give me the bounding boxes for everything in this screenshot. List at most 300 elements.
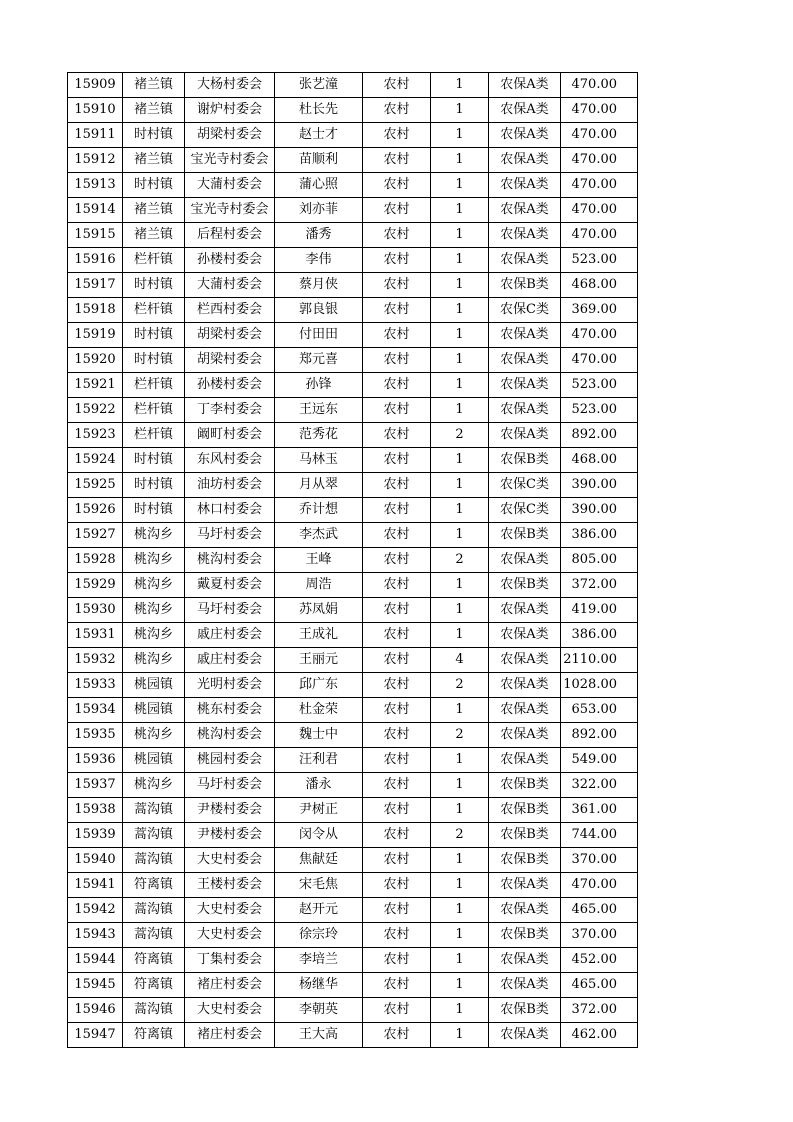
- cell-name: 王远东: [275, 398, 363, 423]
- cell-name: 李培兰: [275, 948, 363, 973]
- cell-name: 李杰武: [275, 523, 363, 548]
- cell-amount: 1028.00: [561, 673, 638, 698]
- cell-village: 栏西村委会: [185, 298, 275, 323]
- cell-type: 农村: [363, 723, 431, 748]
- cell-seq: 15935: [68, 723, 123, 748]
- cell-name: 潘永: [275, 773, 363, 798]
- cell-name: 汪利君: [275, 748, 363, 773]
- cell-type: 农村: [363, 273, 431, 298]
- cell-name: 魏士中: [275, 723, 363, 748]
- cell-category: 农保B类: [489, 273, 561, 298]
- cell-category: 农保A类: [489, 1023, 561, 1048]
- cell-type: 农村: [363, 423, 431, 448]
- cell-seq: 15937: [68, 773, 123, 798]
- cell-amount: 470.00: [561, 98, 638, 123]
- cell-category: 农保A类: [489, 673, 561, 698]
- table-row: [68, 748, 638, 773]
- cell-name: 焦献廷: [275, 848, 363, 873]
- cell-town: 褚兰镇: [123, 198, 185, 223]
- cell-village: 尹楼村委会: [185, 823, 275, 848]
- cell-town: 符离镇: [123, 948, 185, 973]
- cell-category: 农保A类: [489, 123, 561, 148]
- cell-name: 郭良银: [275, 298, 363, 323]
- cell-town: 褚兰镇: [123, 223, 185, 248]
- cell-seq: 15932: [68, 648, 123, 673]
- cell-count: 1: [431, 773, 489, 798]
- cell-name: 潘秀: [275, 223, 363, 248]
- cell-count: 1: [431, 748, 489, 773]
- cell-count: 1: [431, 798, 489, 823]
- table-row: [68, 798, 638, 823]
- cell-count: 1: [431, 148, 489, 173]
- cell-seq: 15926: [68, 498, 123, 523]
- cell-type: 农村: [363, 173, 431, 198]
- cell-name: 邱广东: [275, 673, 363, 698]
- cell-type: 农村: [363, 923, 431, 948]
- cell-village: 宝光寺村委会: [185, 198, 275, 223]
- cell-seq: 15916: [68, 248, 123, 273]
- cell-count: 1: [431, 73, 489, 98]
- table-row: [68, 773, 638, 798]
- table-row: [68, 473, 638, 498]
- cell-town: 蒿沟镇: [123, 998, 185, 1023]
- cell-type: 农村: [363, 573, 431, 598]
- cell-amount: 372.00: [561, 998, 638, 1023]
- cell-type: 农村: [363, 323, 431, 348]
- cell-name: 孙锋: [275, 373, 363, 398]
- cell-category: 农保A类: [489, 898, 561, 923]
- table-row: [68, 173, 638, 198]
- cell-type: 农村: [363, 548, 431, 573]
- cell-name: 蔡月侠: [275, 273, 363, 298]
- cell-category: 农保A类: [489, 248, 561, 273]
- cell-village: 王楼村委会: [185, 873, 275, 898]
- cell-type: 农村: [363, 873, 431, 898]
- cell-amount: 805.00: [561, 548, 638, 573]
- cell-town: 褚兰镇: [123, 148, 185, 173]
- cell-village: 桃沟村委会: [185, 723, 275, 748]
- cell-name: 王大高: [275, 1023, 363, 1048]
- cell-name: 蒲心照: [275, 173, 363, 198]
- cell-type: 农村: [363, 148, 431, 173]
- cell-town: 桃沟乡: [123, 573, 185, 598]
- cell-village: 大蒲村委会: [185, 173, 275, 198]
- cell-name: 尹树正: [275, 798, 363, 823]
- cell-amount: 386.00: [561, 623, 638, 648]
- table-body: [68, 73, 638, 1048]
- cell-village: 大史村委会: [185, 998, 275, 1023]
- cell-type: 农村: [363, 948, 431, 973]
- cell-village: 胡梁村委会: [185, 123, 275, 148]
- cell-seq: 15930: [68, 598, 123, 623]
- cell-seq: 15909: [68, 73, 123, 98]
- cell-town: 蒿沟镇: [123, 923, 185, 948]
- cell-type: 农村: [363, 698, 431, 723]
- cell-count: 1: [431, 573, 489, 598]
- cell-count: 1: [431, 498, 489, 523]
- cell-amount: 892.00: [561, 423, 638, 448]
- table-row: [68, 1023, 638, 1048]
- cell-amount: 386.00: [561, 523, 638, 548]
- cell-name: 宋毛焦: [275, 873, 363, 898]
- cell-seq: 15917: [68, 273, 123, 298]
- cell-amount: 468.00: [561, 273, 638, 298]
- cell-amount: 370.00: [561, 923, 638, 948]
- cell-amount: 2110.00: [561, 648, 638, 673]
- cell-category: 农保A类: [489, 173, 561, 198]
- cell-village: 阚町村委会: [185, 423, 275, 448]
- table-row: [68, 373, 638, 398]
- cell-count: 1: [431, 398, 489, 423]
- table-row: [68, 698, 638, 723]
- cell-count: 1: [431, 973, 489, 998]
- cell-amount: 322.00: [561, 773, 638, 798]
- cell-amount: 470.00: [561, 348, 638, 373]
- cell-category: 农保C类: [489, 473, 561, 498]
- table-row: [68, 198, 638, 223]
- table-row: [68, 648, 638, 673]
- cell-type: 农村: [363, 748, 431, 773]
- cell-town: 桃沟乡: [123, 723, 185, 748]
- cell-count: 1: [431, 173, 489, 198]
- cell-seq: 15931: [68, 623, 123, 648]
- cell-count: 2: [431, 673, 489, 698]
- cell-type: 农村: [363, 823, 431, 848]
- cell-amount: 465.00: [561, 898, 638, 923]
- cell-seq: 15939: [68, 823, 123, 848]
- cell-category: 农保A类: [489, 398, 561, 423]
- cell-amount: 470.00: [561, 148, 638, 173]
- cell-amount: 470.00: [561, 873, 638, 898]
- cell-name: 郑元喜: [275, 348, 363, 373]
- cell-town: 蒿沟镇: [123, 848, 185, 873]
- cell-category: 农保B类: [489, 923, 561, 948]
- cell-category: 农保A类: [489, 623, 561, 648]
- cell-town: 蒿沟镇: [123, 798, 185, 823]
- cell-village: 胡梁村委会: [185, 323, 275, 348]
- table-row: [68, 398, 638, 423]
- cell-village: 丁李村委会: [185, 398, 275, 423]
- cell-seq: 15940: [68, 848, 123, 873]
- table-row: [68, 298, 638, 323]
- cell-seq: 15915: [68, 223, 123, 248]
- cell-seq: 15918: [68, 298, 123, 323]
- cell-name: 李伟: [275, 248, 363, 273]
- cell-type: 农村: [363, 448, 431, 473]
- cell-seq: 15946: [68, 998, 123, 1023]
- cell-name: 赵开元: [275, 898, 363, 923]
- cell-seq: 15922: [68, 398, 123, 423]
- table-row: [68, 823, 638, 848]
- cell-type: 农村: [363, 373, 431, 398]
- table-row: [68, 273, 638, 298]
- cell-town: 时村镇: [123, 348, 185, 373]
- cell-village: 大史村委会: [185, 923, 275, 948]
- cell-category: 农保C类: [489, 298, 561, 323]
- cell-town: 符离镇: [123, 1023, 185, 1048]
- cell-seq: 15910: [68, 98, 123, 123]
- cell-village: 桃东村委会: [185, 698, 275, 723]
- cell-amount: 523.00: [561, 398, 638, 423]
- cell-type: 农村: [363, 798, 431, 823]
- cell-count: 1: [431, 948, 489, 973]
- table-row: [68, 448, 638, 473]
- cell-town: 时村镇: [123, 273, 185, 298]
- cell-town: 桃沟乡: [123, 523, 185, 548]
- table-row: [68, 598, 638, 623]
- cell-amount: 523.00: [561, 248, 638, 273]
- table-row: [68, 848, 638, 873]
- cell-count: 1: [431, 923, 489, 948]
- table-row: [68, 573, 638, 598]
- cell-count: 1: [431, 998, 489, 1023]
- cell-seq: 15938: [68, 798, 123, 823]
- cell-town: 褚兰镇: [123, 73, 185, 98]
- cell-count: 1: [431, 348, 489, 373]
- table-row: [68, 923, 638, 948]
- cell-count: 1: [431, 123, 489, 148]
- cell-count: 1: [431, 373, 489, 398]
- cell-seq: 15923: [68, 423, 123, 448]
- cell-amount: 470.00: [561, 223, 638, 248]
- cell-town: 时村镇: [123, 448, 185, 473]
- cell-town: 桃沟乡: [123, 648, 185, 673]
- cell-count: 1: [431, 198, 489, 223]
- cell-count: 2: [431, 423, 489, 448]
- cell-category: 农保B类: [489, 798, 561, 823]
- cell-count: 1: [431, 273, 489, 298]
- cell-seq: 15945: [68, 973, 123, 998]
- table-row: [68, 98, 638, 123]
- cell-category: 农保A类: [489, 423, 561, 448]
- cell-count: 2: [431, 723, 489, 748]
- cell-village: 油坊村委会: [185, 473, 275, 498]
- cell-count: 1: [431, 448, 489, 473]
- cell-name: 王成礼: [275, 623, 363, 648]
- cell-name: 马林玉: [275, 448, 363, 473]
- cell-village: 胡梁村委会: [185, 348, 275, 373]
- table-row: [68, 348, 638, 373]
- cell-amount: 390.00: [561, 498, 638, 523]
- cell-name: 杜长先: [275, 98, 363, 123]
- cell-town: 符离镇: [123, 973, 185, 998]
- cell-town: 时村镇: [123, 123, 185, 148]
- cell-village: 孙楼村委会: [185, 248, 275, 273]
- cell-count: 1: [431, 223, 489, 248]
- cell-amount: 468.00: [561, 448, 638, 473]
- cell-count: 1: [431, 98, 489, 123]
- cell-town: 桃沟乡: [123, 623, 185, 648]
- data-table-container: [67, 72, 637, 1048]
- cell-village: 丁集村委会: [185, 948, 275, 973]
- cell-category: 农保B类: [489, 848, 561, 873]
- cell-name: 徐宗玲: [275, 923, 363, 948]
- table-row: [68, 323, 638, 348]
- cell-category: 农保A类: [489, 748, 561, 773]
- cell-type: 农村: [363, 223, 431, 248]
- cell-town: 时村镇: [123, 498, 185, 523]
- cell-category: 农保A类: [489, 698, 561, 723]
- cell-type: 农村: [363, 498, 431, 523]
- cell-name: 王峰: [275, 548, 363, 573]
- cell-town: 栏杆镇: [123, 298, 185, 323]
- assistance-table: [67, 72, 638, 1048]
- cell-name: 王丽元: [275, 648, 363, 673]
- table-row: [68, 423, 638, 448]
- cell-town: 蒿沟镇: [123, 823, 185, 848]
- cell-count: 1: [431, 523, 489, 548]
- cell-category: 农保A类: [489, 223, 561, 248]
- cell-town: 栏杆镇: [123, 373, 185, 398]
- cell-seq: 15920: [68, 348, 123, 373]
- cell-name: 赵士才: [275, 123, 363, 148]
- table-row: [68, 948, 638, 973]
- cell-count: 1: [431, 623, 489, 648]
- cell-name: 月从翠: [275, 473, 363, 498]
- cell-village: 大史村委会: [185, 848, 275, 873]
- cell-type: 农村: [363, 598, 431, 623]
- cell-type: 农村: [363, 198, 431, 223]
- cell-name: 刘亦菲: [275, 198, 363, 223]
- cell-category: 农保A类: [489, 648, 561, 673]
- cell-category: 农保A类: [489, 73, 561, 98]
- cell-town: 桃园镇: [123, 748, 185, 773]
- cell-name: 苏凤娟: [275, 598, 363, 623]
- cell-amount: 361.00: [561, 798, 638, 823]
- cell-name: 张艺潼: [275, 73, 363, 98]
- table-row: [68, 873, 638, 898]
- cell-village: 大杨村委会: [185, 73, 275, 98]
- cell-category: 农保A类: [489, 873, 561, 898]
- cell-type: 农村: [363, 848, 431, 873]
- cell-count: 2: [431, 823, 489, 848]
- cell-village: 林口村委会: [185, 498, 275, 523]
- cell-type: 农村: [363, 473, 431, 498]
- cell-town: 符离镇: [123, 873, 185, 898]
- cell-amount: 465.00: [561, 973, 638, 998]
- cell-name: 杨继华: [275, 973, 363, 998]
- cell-village: 后程村委会: [185, 223, 275, 248]
- cell-town: 栏杆镇: [123, 398, 185, 423]
- cell-village: 褚庄村委会: [185, 1023, 275, 1048]
- cell-count: 1: [431, 873, 489, 898]
- cell-town: 桃沟乡: [123, 548, 185, 573]
- cell-seq: 15914: [68, 198, 123, 223]
- cell-count: 1: [431, 1023, 489, 1048]
- cell-type: 农村: [363, 673, 431, 698]
- cell-name: 杜金荣: [275, 698, 363, 723]
- cell-seq: 15929: [68, 573, 123, 598]
- cell-village: 尹楼村委会: [185, 798, 275, 823]
- cell-count: 1: [431, 898, 489, 923]
- cell-count: 1: [431, 473, 489, 498]
- cell-seq: 15921: [68, 373, 123, 398]
- cell-type: 农村: [363, 398, 431, 423]
- cell-type: 农村: [363, 348, 431, 373]
- cell-type: 农村: [363, 623, 431, 648]
- cell-seq: 15919: [68, 323, 123, 348]
- cell-type: 农村: [363, 973, 431, 998]
- cell-type: 农村: [363, 773, 431, 798]
- table-row: [68, 723, 638, 748]
- cell-name: 李朝英: [275, 998, 363, 1023]
- cell-village: 大史村委会: [185, 898, 275, 923]
- cell-village: 戚庄村委会: [185, 623, 275, 648]
- cell-seq: 15924: [68, 448, 123, 473]
- cell-seq: 15943: [68, 923, 123, 948]
- cell-village: 孙楼村委会: [185, 373, 275, 398]
- cell-amount: 892.00: [561, 723, 638, 748]
- cell-category: 农保A类: [489, 948, 561, 973]
- cell-amount: 372.00: [561, 573, 638, 598]
- cell-amount: 370.00: [561, 848, 638, 873]
- cell-count: 1: [431, 248, 489, 273]
- cell-name: 付田田: [275, 323, 363, 348]
- cell-count: 1: [431, 598, 489, 623]
- cell-type: 农村: [363, 523, 431, 548]
- cell-name: 乔计想: [275, 498, 363, 523]
- cell-type: 农村: [363, 73, 431, 98]
- cell-name: 闵令从: [275, 823, 363, 848]
- cell-seq: 15928: [68, 548, 123, 573]
- cell-amount: 390.00: [561, 473, 638, 498]
- cell-village: 宝光寺村委会: [185, 148, 275, 173]
- cell-village: 戚庄村委会: [185, 648, 275, 673]
- cell-type: 农村: [363, 298, 431, 323]
- cell-amount: 419.00: [561, 598, 638, 623]
- cell-seq: 15947: [68, 1023, 123, 1048]
- cell-seq: 15942: [68, 898, 123, 923]
- cell-category: 农保A类: [489, 723, 561, 748]
- cell-amount: 470.00: [561, 323, 638, 348]
- table-row: [68, 148, 638, 173]
- cell-category: 农保B类: [489, 573, 561, 598]
- cell-type: 农村: [363, 998, 431, 1023]
- cell-village: 戴夏村委会: [185, 573, 275, 598]
- cell-type: 农村: [363, 1023, 431, 1048]
- cell-amount: 470.00: [561, 173, 638, 198]
- cell-town: 桃园镇: [123, 698, 185, 723]
- cell-seq: 15913: [68, 173, 123, 198]
- cell-category: 农保C类: [489, 498, 561, 523]
- cell-village: 东风村委会: [185, 448, 275, 473]
- cell-seq: 15944: [68, 948, 123, 973]
- cell-amount: 470.00: [561, 73, 638, 98]
- cell-type: 农村: [363, 98, 431, 123]
- cell-seq: 15934: [68, 698, 123, 723]
- cell-count: 2: [431, 548, 489, 573]
- cell-village: 桃沟村委会: [185, 548, 275, 573]
- cell-type: 农村: [363, 123, 431, 148]
- table-row: [68, 248, 638, 273]
- cell-town: 时村镇: [123, 473, 185, 498]
- cell-seq: 15933: [68, 673, 123, 698]
- table-row: [68, 498, 638, 523]
- cell-town: 时村镇: [123, 173, 185, 198]
- cell-amount: 744.00: [561, 823, 638, 848]
- table-row: [68, 223, 638, 248]
- cell-category: 农保B类: [489, 823, 561, 848]
- cell-amount: 470.00: [561, 123, 638, 148]
- cell-seq: 15925: [68, 473, 123, 498]
- cell-village: 大蒲村委会: [185, 273, 275, 298]
- cell-village: 褚庄村委会: [185, 973, 275, 998]
- cell-type: 农村: [363, 248, 431, 273]
- cell-category: 农保A类: [489, 973, 561, 998]
- cell-amount: 452.00: [561, 948, 638, 973]
- cell-seq: 15936: [68, 748, 123, 773]
- cell-amount: 523.00: [561, 373, 638, 398]
